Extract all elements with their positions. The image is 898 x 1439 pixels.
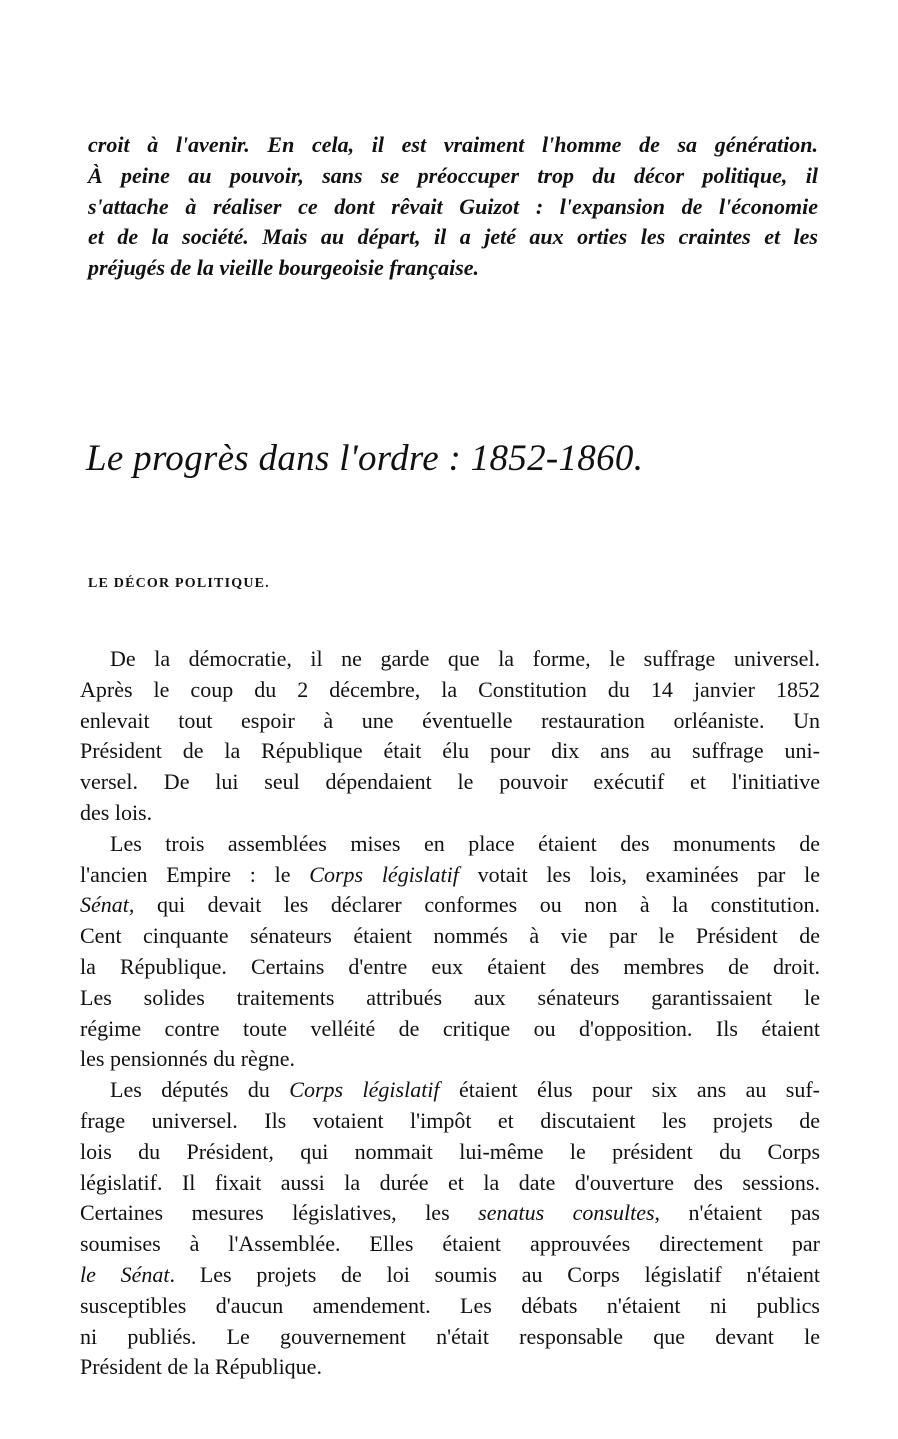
body-line: législatif. Il fixait aussi la durée et la date d'ouverture des sessions. (80, 1169, 820, 1195)
intro-line: s'attache à réaliser ce dont rêvait Guizot : l'expansion de l'économie (88, 193, 818, 219)
body-line: des lois. (80, 799, 153, 825)
body-line (80, 1260, 820, 1291)
body-line: la République. Certains d'entre eux étaient des membres de droit. (80, 953, 820, 979)
subheading: LE DÉCOR POLITIQUE. (88, 576, 270, 591)
text-run: Les députés du (110, 1077, 290, 1103)
body-line (80, 1075, 820, 1106)
body-line: versel. De lui seul dépendaient le pouvoir exécutif et l'initiative (80, 769, 820, 795)
body-line: Président de la République. (80, 1354, 322, 1380)
italic-term: Corps législatif (289, 1077, 440, 1103)
body-line: régime contre toute velléité de critique ou d'opposition. Ils étaient (80, 1015, 820, 1041)
text-run: . Les projets de loi soumis au Corps législatif n'étaient (169, 1261, 820, 1287)
section-title: Le progrès dans l'ordre : 1852-1860. (86, 438, 644, 479)
body-line: enlevait tout espoir à une éventuelle restauration orléaniste. Un (80, 707, 820, 733)
text-run: Certaines mesures législatives, les (80, 1200, 479, 1226)
body-line: Après le coup du 2 décembre, la Constitution du 14 janvier 1852 (80, 676, 820, 702)
italic-term: le Sénat (80, 1261, 170, 1287)
body-line: Les solides traitements attribués aux sénateurs garantissaient le (80, 984, 820, 1010)
body-line (80, 1198, 820, 1229)
body-line: soumises à l'Assemblée. Elles étaient approuvées directement par (80, 1231, 820, 1257)
intro-line: croit à l'avenir. En cela, il est vraiment l'homme de sa génération. (88, 132, 818, 157)
body-line: Cent cinquante sénateurs étaient nommés à vie par le Président de (80, 923, 820, 949)
intro-line: À peine au pouvoir, sans se préoccuper trop du décor politique, il (88, 162, 818, 188)
italic-term: Corps législatif (309, 861, 459, 887)
body-line: Les trois assemblées mises en place étaient des monuments de (110, 830, 820, 856)
italic-term: Sénat (80, 892, 129, 918)
intro-line: préjugés de la vieille bourgeoisie française. (88, 255, 480, 281)
intro-paragraph (88, 130, 818, 284)
body-text (80, 644, 820, 1383)
text-run: l'ancien Empire : le (80, 861, 310, 887)
text-run: , n'étaient pas (654, 1200, 820, 1226)
italic-term: senatus consultes (478, 1200, 655, 1226)
body-line: De la démocratie, il ne garde que la forme, le suffrage universel. (110, 646, 820, 671)
body-line: susceptibles d'aucun amendement. Les débats n'étaient ni publics (80, 1292, 820, 1318)
body-line: les pensionnés du règne. (80, 1046, 296, 1072)
text-run: étaient élus pour six ans au suf- (439, 1077, 821, 1103)
body-line: frage universel. Ils votaient l'impôt et discutaient les projets de (80, 1107, 820, 1133)
body-line: ni publiés. Le gouvernement n'était responsable que devant le (80, 1323, 820, 1349)
body-line (80, 860, 820, 891)
body-line (80, 890, 820, 921)
text-run: , qui devait les déclarer conformes ou non à la constitution. (128, 892, 820, 918)
body-line: lois du Président, qui nommait lui-même le président du Corps (80, 1138, 820, 1164)
intro-line: et de la société. Mais au départ, il a jeté aux orties les craintes et les (88, 224, 818, 250)
body-line: Président de la République était élu pour dix ans au suffrage uni- (80, 738, 820, 764)
text-run: votait les lois, examinées par le (458, 861, 821, 887)
